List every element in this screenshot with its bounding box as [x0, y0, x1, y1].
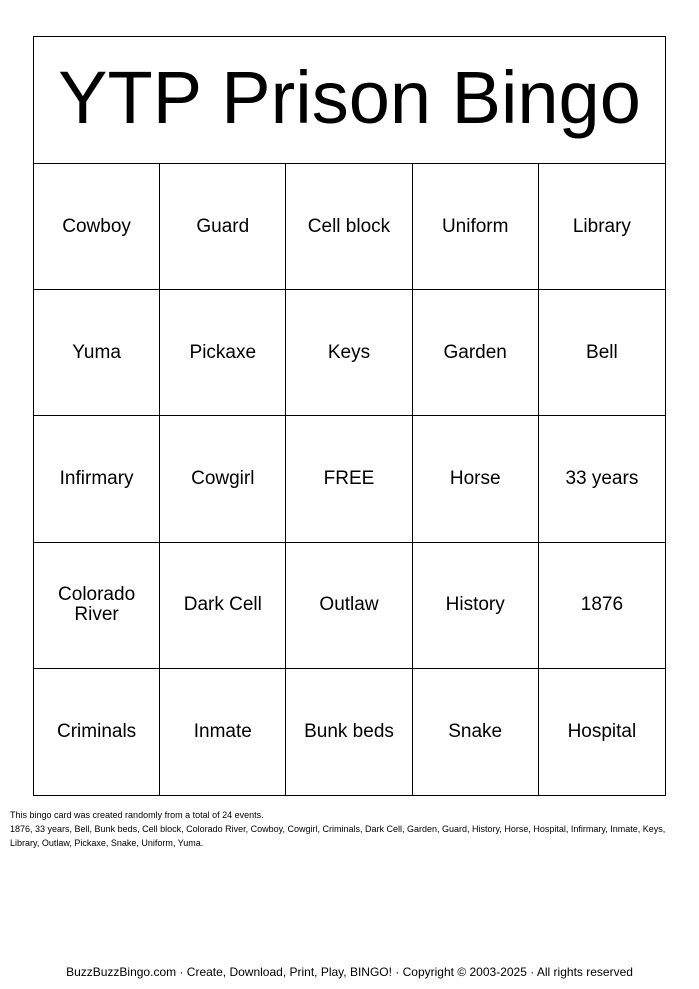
- bingo-cell: Bunk beds: [286, 669, 412, 795]
- bingo-cell: 1876: [539, 543, 665, 669]
- card-title: YTP Prison Bingo: [58, 56, 641, 139]
- bingo-cell: Horse: [413, 416, 539, 542]
- footnote-event-list: 1876, 33 years, Bell, Bunk beds, Cell block, Colorado River, Cowboy, Cowgirl, Criminals, Dark Cell, Garden, Guard, History, Horse, Hospital, Infirmary, Inmate, Keys, Library, Outlaw, Pickaxe, Snake, Uniform, Yuma.: [10, 824, 666, 848]
- bingo-cell: Hospital: [567, 720, 637, 742]
- bingo-cell: Pickaxe: [160, 290, 286, 416]
- bingo-cell: Library: [539, 164, 665, 290]
- bingo-cell: Yuma: [34, 290, 160, 416]
- bingo-cell: Inmate: [160, 669, 286, 795]
- bingo-cell: Cowboy: [34, 164, 160, 290]
- bingo-cell: Cowgirl: [160, 416, 286, 542]
- bingo-cell: Uniform: [413, 164, 539, 290]
- card-footnote: [10, 808, 690, 850]
- bingo-cell: Infirmary: [34, 416, 160, 542]
- bingo-cell: 33 years: [539, 416, 665, 542]
- bingo-cell: Cell block: [286, 164, 412, 290]
- bingo-card: [33, 36, 666, 796]
- bingo-cell: Dark Cell: [160, 543, 286, 669]
- bingo-cell: Criminals: [34, 669, 160, 795]
- bingo-cell: History: [413, 543, 539, 669]
- bingo-cell: Keys: [286, 290, 412, 416]
- bingo-cell: Garden: [413, 290, 539, 416]
- bingo-cell: Guard: [160, 164, 286, 290]
- bingo-cell: Snake: [413, 669, 539, 795]
- bingo-cell: Outlaw: [286, 543, 412, 669]
- title-row: [34, 37, 665, 164]
- free-space-cell: FREE: [286, 416, 412, 542]
- bingo-grid: [34, 164, 665, 795]
- page-footer: BuzzBuzzBingo.com · Create, Download, Print, Play, BINGO! · Copyright © 2003-2025 · All rights reserved: [66, 965, 633, 979]
- bingo-cell: Bell: [539, 290, 665, 416]
- bingo-cell: Colorado River: [34, 543, 160, 669]
- footnote-summary: This bingo card was created randomly from a total of 24 events.: [10, 810, 264, 820]
